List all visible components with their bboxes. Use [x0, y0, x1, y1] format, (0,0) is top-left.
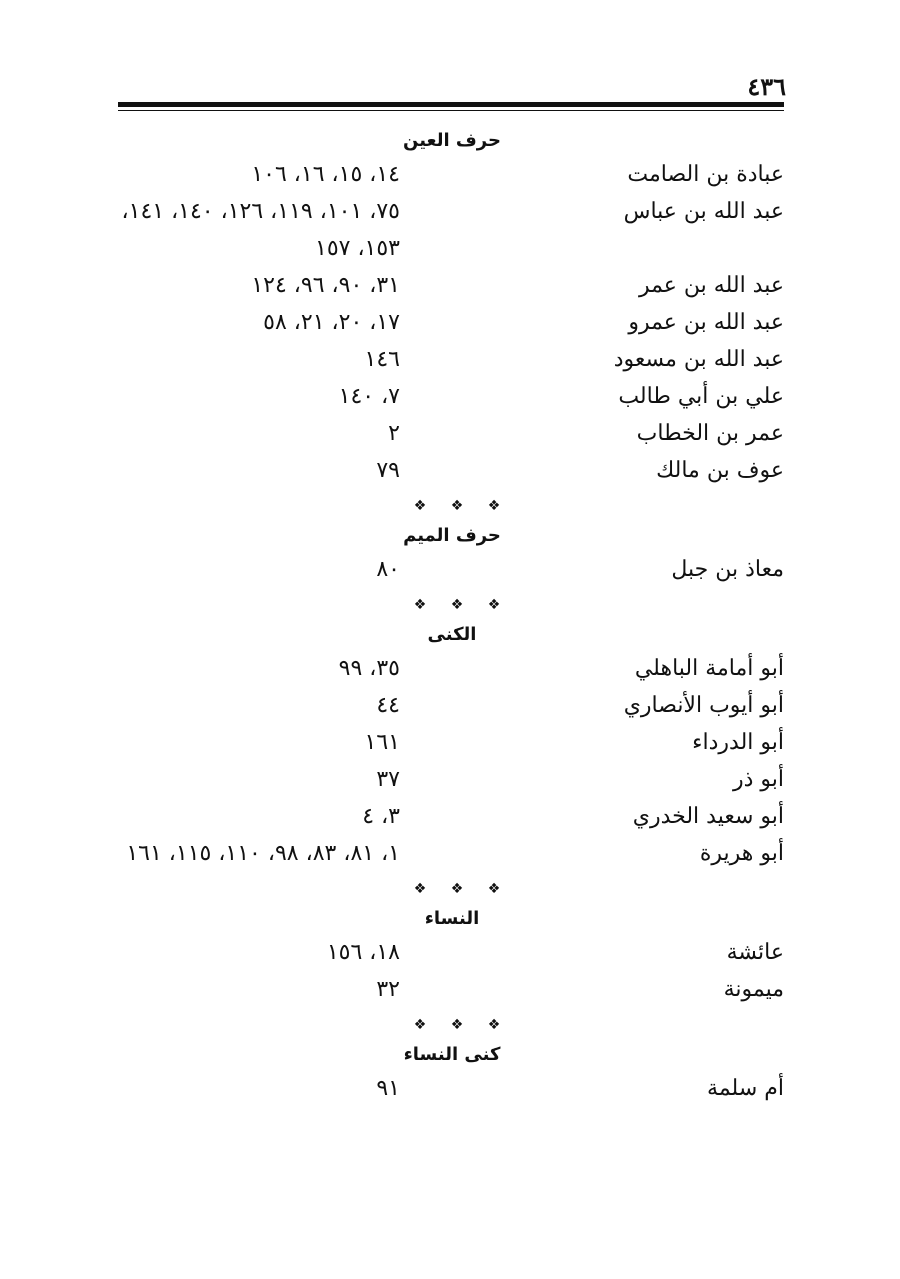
entry-name: معاذ بن جبل [671, 557, 784, 582]
section-heading: الكنى [427, 624, 477, 645]
section-heading: حرف الميم [403, 525, 501, 546]
list-item [100, 971, 784, 1008]
list-item [100, 650, 784, 687]
section-kuna [100, 620, 784, 872]
entry-pages: ٣٥، ٩٩ [338, 656, 400, 681]
entry-name: أبو الدرداء [692, 730, 784, 755]
list-item [100, 835, 784, 872]
entry-pages: ٨٠ [376, 557, 400, 582]
list-item [100, 341, 784, 378]
entry-pages: ٣٢ [376, 977, 400, 1002]
list-item [100, 378, 784, 415]
header-rule-thin [118, 110, 784, 111]
entry-pages: ٣٧ [376, 767, 400, 792]
list-item [100, 452, 784, 489]
entry-pages: ١٤٦ [364, 347, 400, 372]
entry-name: عبد الله بن عباس [623, 199, 784, 224]
section-divider: ❖ ❖ ❖ [413, 597, 511, 613]
entry-name: عوف بن مالك [656, 458, 784, 483]
entry-name: أبو أيوب الأنصاري [623, 693, 784, 718]
index-content [100, 126, 784, 1107]
entry-pages: ٣١، ٩٠، ٩٦، ١٢٤ [251, 273, 400, 298]
entry-name: عبادة بن الصامت [627, 162, 784, 187]
entry-pages: ٤٤ [376, 693, 400, 718]
page-number: ٤٣٦ [747, 72, 786, 101]
entry-name: عبد الله بن عمر [638, 273, 784, 298]
section-divider: ❖ ❖ ❖ [413, 498, 511, 514]
entry-pages: ١٧، ٢٠، ٢١، ٥٨ [263, 310, 400, 335]
list-item [100, 304, 784, 341]
entry-pages: ١٦١ [364, 730, 400, 755]
section-kuna-nisa [100, 1040, 784, 1107]
list-item [100, 724, 784, 761]
entry-name: عمر بن الخطاب [636, 421, 784, 446]
entry-pages: ١، ٨١، ٨٣، ٩٨، ١١٠، ١١٥، ١٦١ [126, 841, 400, 866]
section-heading: كنى النساء [403, 1044, 501, 1065]
section-ain [100, 126, 784, 489]
header-rule-thick [118, 102, 784, 107]
entry-pages: ١٤، ١٥، ١٦، ١٠٦ [251, 162, 400, 187]
entry-pages: ٩١ [376, 1076, 400, 1101]
entry-name: أبو أمامة الباهلي [634, 656, 784, 681]
section-meem [100, 521, 784, 588]
section-nisa [100, 904, 784, 1008]
entry-pages: ٢ [388, 421, 400, 446]
section-heading: حرف العين [403, 130, 501, 151]
entry-name: عبد الله بن عمرو [628, 310, 784, 335]
list-item [100, 193, 784, 267]
list-item [100, 415, 784, 452]
entry-name: ميمونة [723, 977, 784, 1002]
list-item [100, 687, 784, 724]
list-item [100, 761, 784, 798]
entry-name: أبو سعيد الخدري [632, 804, 784, 829]
entry-name: أم سلمة [707, 1076, 784, 1101]
entry-name: علي بن أبي طالب [618, 384, 784, 409]
list-item [100, 551, 784, 588]
entry-name: عائشة [726, 940, 784, 965]
entry-pages: ٧٩ [376, 458, 400, 483]
section-heading: النساء [424, 908, 480, 929]
section-divider: ❖ ❖ ❖ [413, 1017, 511, 1033]
entry-name: أبو هريرة [699, 841, 784, 866]
entry-pages: ٧، ١٤٠ [338, 384, 400, 409]
list-item [100, 798, 784, 835]
section-divider: ❖ ❖ ❖ [413, 881, 511, 897]
entry-pages: ١٨، ١٥٦ [326, 940, 400, 965]
list-item [100, 934, 784, 971]
entry-name: أبو ذر [732, 767, 784, 792]
list-item [100, 156, 784, 193]
entry-pages: ٣، ٤ [362, 804, 400, 829]
list-item [100, 1070, 784, 1107]
entry-name: عبد الله بن مسعود [613, 347, 784, 372]
entry-pages: ٧٥، ١٠١، ١١٩، ١٢٦، ١٤٠، ١٤١، ١٥٣، ١٥٧ [121, 199, 400, 261]
list-item [100, 267, 784, 304]
